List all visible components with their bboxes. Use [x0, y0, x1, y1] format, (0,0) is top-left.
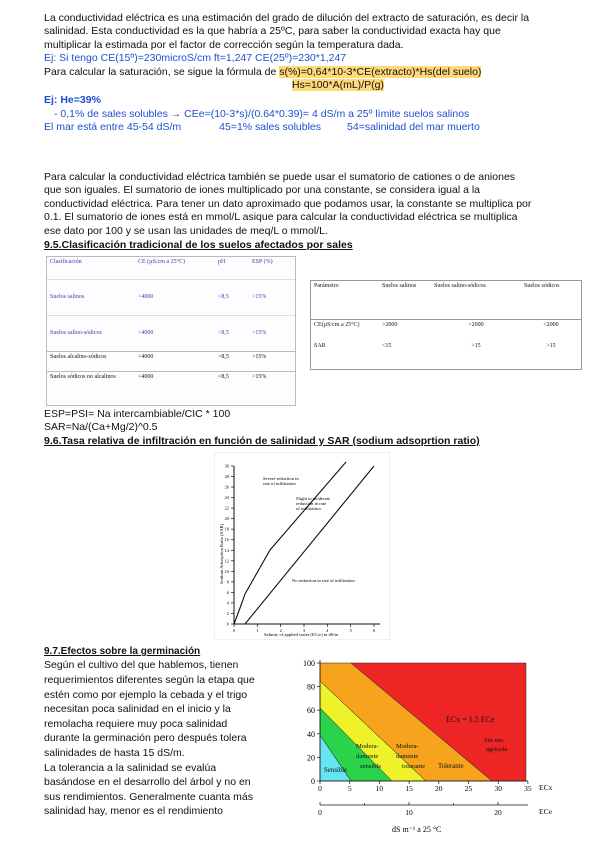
- ion-line-3: conductividad eléctrica. Para tener un dato aproximado que podamos usar, la constante se multiplica por: [44, 197, 532, 210]
- y-tick-label: 80: [307, 682, 315, 692]
- x-tick-label: 5: [349, 628, 352, 633]
- x-tick-label: 1: [256, 628, 259, 633]
- y-tick-label: 30: [224, 463, 229, 469]
- label-sensible: Sensible: [324, 767, 348, 774]
- ecx-tick-label: 15: [405, 784, 413, 793]
- esp-formula: ESP=PSI= Na intercambiable/CIC * 100: [44, 408, 231, 420]
- germination-text-line: basándose en el desarrollo del árbol y no en: [44, 776, 251, 789]
- y-tick-label: 60: [307, 706, 315, 716]
- table-row: [311, 319, 581, 341]
- germination-text-line: necesitan poca salinidad en el inicio y la: [44, 703, 231, 716]
- table-cell: SAR: [314, 343, 326, 349]
- table1-header: Clasificación: [50, 259, 82, 265]
- table-cell: >15: [471, 343, 481, 349]
- example-sales: - 0,1% de sales solubles → CEe=(10-3*s)/(0.64*0.39)= 4 dS/m a 25º límite suelos salinos: [54, 107, 470, 120]
- y-tick-label: 0: [226, 621, 229, 627]
- germination-text-line: salinidades de hasta 15 dS/m.: [44, 746, 185, 759]
- infiltration-x-label: Salinity of applied water (ECw) in dS/m: [264, 632, 339, 637]
- table-cell: Suelos alcalino-sódicos: [50, 353, 107, 360]
- annotation-severe: Severe reduction in rate of infiltration: [263, 476, 299, 486]
- table-cell: <2000: [543, 321, 559, 328]
- classification-table-2: [310, 280, 582, 370]
- ece-label: ECe: [539, 807, 552, 816]
- x-tick-label: 6: [372, 628, 376, 633]
- table-cell: >15%: [252, 329, 267, 336]
- table2-header: Suelos salinos: [382, 283, 417, 289]
- table-cell: >2000: [382, 321, 398, 328]
- ecx-tick-label: 30: [494, 784, 502, 793]
- germination-section: [44, 645, 284, 819]
- table-cell: <8,5: [218, 293, 229, 300]
- y-tick-label: 20: [307, 753, 315, 763]
- table-cell: Suelos sódicos no alcalinos: [50, 373, 116, 380]
- sar-formula: SAR=Na/(Ca+Mg/2)^0.5: [44, 421, 158, 434]
- ion-line-4: 0.1. El sumatorio de iones está en mmol/L asique para calcular la conductividad eléctrica se multiplica: [44, 211, 518, 224]
- germination-text: [44, 658, 284, 819]
- germination-text-line: durante la germinación pero después tolera: [44, 732, 247, 745]
- ion-paragraph: [44, 171, 558, 252]
- ecx-tick-label: 25: [464, 784, 473, 793]
- ion-line-2: que son iguales. El sumatorio de iones multiplicado por una constante, se considera igual a la: [44, 184, 481, 197]
- table-row: [47, 351, 295, 371]
- germination-text-line: sus rendimientos. Generalmente cuanta más: [44, 790, 253, 803]
- table-row: [47, 371, 295, 395]
- label-moderadamente-sensible: Modera-damente sensible: [356, 743, 382, 770]
- table-cell: <4000: [138, 373, 154, 380]
- ecx-axis: [318, 781, 532, 793]
- infiltration-y-label: Sodium Adsorption Ratio (SAR): [219, 523, 224, 584]
- table1-header: CE (µS/cm a 25°C): [138, 259, 186, 265]
- germination-text-line: remolacha requiere muy poca salinidad: [44, 717, 228, 730]
- table-cell: Suelos salino-sódicos: [50, 329, 102, 336]
- ion-line-1: Para calcular la conductividad eléctrica también se puede usar el sumatorio de cationes o de aniones: [44, 171, 516, 183]
- table-row: [47, 279, 295, 315]
- table2-header-row: [311, 281, 581, 319]
- example-he: Ej: He=39%: [44, 94, 101, 107]
- label-tolerante: Tolerante: [438, 763, 464, 770]
- y-tick-label: 16: [224, 537, 229, 543]
- table-cell: >15: [546, 343, 556, 349]
- intro-line-3: multiplicar la estimada por el factor de corrección según la temperatura dada.: [44, 38, 404, 51]
- table-cell: Suelos salinos: [50, 293, 85, 300]
- ecx-tick-label: 5: [347, 784, 352, 793]
- table-row: [47, 315, 295, 351]
- table1-header: pH: [218, 259, 226, 265]
- y-tick-label: 28: [224, 474, 229, 480]
- intro-line-2: salinidad. Esta conductividad es la que habría a 25ºC, para saber la conductividad exacta hay que: [44, 25, 501, 38]
- saturation-formula: s(%)=0,64*10-3*CE(extracto)*Hs(del suelo): [279, 65, 482, 78]
- y-tick-label: 2: [226, 610, 229, 616]
- ecx-tick-label: 20: [435, 784, 443, 793]
- annotation-none: No reduction in rate of infiltration: [292, 578, 355, 583]
- ecx-label: ECx: [539, 783, 553, 792]
- table2-header: Suelos sódicos: [524, 283, 560, 289]
- infiltration-figure: [214, 452, 390, 640]
- x-tick-label: 3: [302, 628, 306, 633]
- germination-text-line: Según el cultivo del que hablemos, tienen: [44, 659, 239, 672]
- x-tick-label: 2: [279, 628, 282, 633]
- table1-header-row: [47, 257, 295, 279]
- table-cell: <4000: [138, 353, 154, 360]
- label-sin-uso: Sin uso agrícola: [484, 737, 508, 753]
- ecx-tick-label: 0: [318, 784, 322, 793]
- ece-axis: [318, 802, 528, 817]
- table-cell: >8,5: [218, 353, 229, 360]
- y-tick-label: 100: [303, 659, 315, 668]
- germination-text-line: estén como por ejemplo la cebada y el trigo: [44, 688, 248, 701]
- ece-tick-label: 0: [318, 808, 322, 817]
- germination-text-line: La tolerancia a la salinidad se evalúa: [44, 761, 217, 774]
- y-tick-label: 14: [224, 547, 229, 553]
- y-tick-label: 12: [224, 558, 229, 564]
- x-tick-label: 0: [232, 628, 236, 633]
- y-tick-label: 10: [224, 568, 229, 574]
- table-cell: >4000: [138, 293, 154, 300]
- ecx-tick-label: 10: [375, 784, 384, 793]
- intro-line-1: La conductividad eléctrica es una estimación del grado de dilución del extracto de saturación, es decir la: [44, 12, 530, 24]
- hs-line: [44, 79, 558, 92]
- y-tick-label: 8: [226, 579, 229, 585]
- table-cell: <8,5: [218, 373, 229, 380]
- hs-formula: Hs=100*A(mL)/P(g): [292, 79, 384, 92]
- unit-label: dS m⁻¹ a 25 °C: [392, 825, 442, 834]
- x-tick-label: 4: [326, 628, 329, 633]
- y-tick-label: 4: [226, 600, 229, 606]
- y-tick-label: 0: [311, 777, 315, 786]
- table-cell: CE(µS/cm a 25°C): [314, 321, 360, 328]
- table-cell: >2000: [468, 321, 484, 328]
- y-tick-label: 40: [307, 729, 315, 739]
- example-mar: El mar está entre 45-54 dS/m 45=1% sales solubles 54=salinidad del mar muerto: [44, 121, 480, 134]
- table-cell: <15%: [252, 293, 267, 300]
- y-tick-label: 24: [224, 495, 229, 501]
- y-tick-label: 20: [224, 516, 229, 522]
- table-cell: >4000: [138, 329, 154, 336]
- table-cell: <8,5: [218, 329, 229, 336]
- saturation-line: Para calcular la saturación, se sigue la fórmula de s(%)=0,64*10-3*CE(extracto)*Hs(del suelo): [44, 65, 482, 78]
- intro-paragraph: [44, 12, 558, 135]
- tolerance-chart: [296, 650, 584, 836]
- table2-header: Suelos salino-sódicos: [434, 283, 486, 289]
- table-cell: >15%: [252, 353, 267, 360]
- ecx-tick-label: 35: [524, 784, 532, 793]
- section-9-7-title: 9.7.Efectos sobre la germinación: [44, 646, 201, 657]
- label-moderadamente-tolerante: Modera-damente tolerante: [396, 743, 426, 770]
- table-cell: >15%: [252, 373, 267, 380]
- germination-text-line: salinidad hay, menor es el rendimiento: [44, 805, 223, 818]
- germination-text-line: requerimientos diferentes según la etapa que: [44, 674, 255, 686]
- table-row: [311, 341, 581, 359]
- classification-table-1: [46, 256, 296, 406]
- y-tick-label: 22: [224, 505, 229, 511]
- table-cell: <15: [382, 343, 392, 349]
- y-tick-label: 6: [226, 589, 229, 595]
- tolerance-y-ticks: [303, 659, 320, 786]
- sar-formulas: [44, 408, 574, 448]
- y-tick-label: 18: [224, 526, 229, 532]
- table1-header: ESP (%): [252, 259, 273, 265]
- example-ce: Ej: Si tengo CE(15º)=230microS/cm ft=1,247 CE(25º)=230*1,247: [44, 52, 347, 65]
- section-9-5-title: 9.5.Clasificación tradicional de los suelos afectados por sales: [44, 239, 353, 252]
- ece-tick-label: 10: [405, 808, 413, 817]
- ece-tick-label: 20: [494, 808, 502, 817]
- ion-line-5: ese dato por 100 y se usan las unidades de meq/L o mmol/L.: [44, 224, 328, 237]
- y-tick-label: 26: [224, 484, 229, 490]
- section-9-6-title: 9.6.Tasa relativa de infiltración en función de salinidad y SAR (sodium adsoprtion ratio): [44, 434, 480, 447]
- table2-header: Parámetro: [314, 283, 339, 289]
- annotation-slight: Slight to moderate reduction in rate of infiltration: [296, 496, 330, 511]
- ecx-formula: ECx = 1.5 ECe: [446, 715, 495, 724]
